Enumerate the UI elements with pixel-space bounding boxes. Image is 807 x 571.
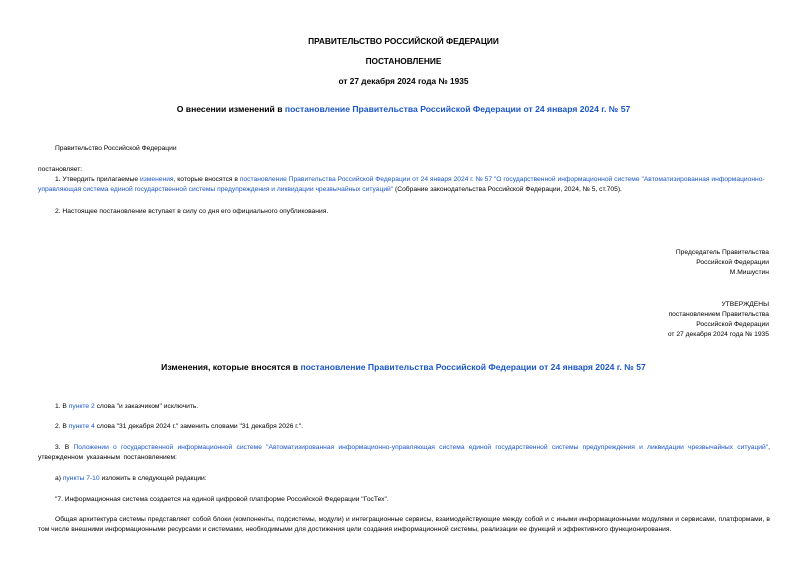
government-heading: ПРАВИТЕЛЬСТВО РОССИЙСКОЙ ФЕДЕРАЦИИ: [308, 36, 499, 46]
approved-label: УТВЕРЖДЕНЫ: [721, 301, 769, 308]
c3-text-b: , утвержденном указанным постановлением:: [38, 444, 770, 461]
c2-text-a: 2. В: [55, 423, 69, 430]
signature-title: Председатель Правительства: [675, 249, 769, 256]
changes-title-link[interactable]: постановление Правительства Российской Федерации от 24 января 2024 г. № 57: [300, 362, 646, 372]
quoted-point-7: "7. Информационная система создается на единой цифровой платформе Российской Федерации "ГосТех".: [55, 496, 389, 503]
regulation-link[interactable]: Положении о государственной информационной системе "Автоматизированная информационно-управляющая система единой государственной системы предупреждения и ликвидации чрезвычайных ситуаций": [73, 444, 769, 451]
paragraph-1: [38, 175, 770, 195]
document-type: ПОСТАНОВЛЕНИЕ: [365, 56, 442, 66]
architecture-paragraph: Общая архитектура системы представляет собой блоки (компоненты, подсистемы, модули) и интеграционные сервисы, взаимодействующие между собой и с иными информационными модулями и сервисами, платформами, в том числе внешними информационными ресурсами и системами, необходимыми для достижения цели создания информационной системы, реализации ее функций и эффективного функционирования.: [38, 516, 770, 533]
title-link[interactable]: постановление Правительства Российской Федерации от 24 января 2024 г. № 57: [284, 104, 631, 114]
approved-date: от 27 декабря 2024 года № 1935: [667, 331, 769, 338]
p1-text-c: (Собрание законодательства Российской Федерации, 2024, № 5, ст.705).: [393, 186, 622, 193]
changes-title: [0, 362, 807, 372]
paragraph-2: 2. Настоящее постановление вступает в силу со дня его официального опубликования.: [55, 208, 329, 215]
change-item-1: [55, 402, 198, 412]
p1-text-a: 1. Утвердить прилагаемые: [55, 176, 140, 183]
signature-name: М.Мишустин: [729, 269, 769, 276]
change-item-2: [55, 422, 303, 432]
c2-text-b: слова "31 декабря 2024 г." заменить словами "31 декабря 2026 г.".: [94, 423, 304, 430]
title-prefix: О внесении изменений в: [176, 104, 285, 114]
document-date: от 27 декабря 2024 года № 1935: [338, 76, 469, 86]
change-item-a: [55, 474, 207, 484]
c1-text-b: слова "и заказчиком" исключить.: [94, 403, 199, 410]
approved-org: Российской Федерации: [696, 321, 769, 328]
changes-link[interactable]: изменения: [139, 176, 174, 183]
ca-text-b: изложить в следующей редакции:: [99, 475, 207, 482]
changes-title-prefix: Изменения, которые вносятся в: [161, 362, 301, 372]
document-title: [0, 104, 807, 114]
c1-text-a: 1. В: [55, 403, 69, 410]
p1-text-b: , которые вносятся в: [173, 176, 240, 183]
point-2-link[interactable]: пункте 2: [68, 403, 95, 410]
issuer-text: Правительство Российской Федерации: [55, 145, 177, 152]
point-4-link[interactable]: пункте 4: [68, 423, 95, 430]
change-item-3: [38, 443, 770, 463]
points-7-10-link[interactable]: пункты 7-10: [62, 475, 100, 482]
resolution-link[interactable]: постановление Правительства Российской Федерации от 24 января 2024 г. № 57 "О государственной информационной системе "Автоматизированная информационно-управляющая система единой государственной системы предупреждения и ликвидации чрезвычайных ситуаций": [38, 176, 765, 193]
approved-by: постановлением Правительства: [668, 311, 769, 318]
signature-org: Российской Федерации: [696, 259, 769, 266]
decrees-text: постановляет:: [38, 166, 83, 173]
ca-text-a: а): [55, 475, 63, 482]
c3-text-a: 3. В: [55, 444, 74, 451]
